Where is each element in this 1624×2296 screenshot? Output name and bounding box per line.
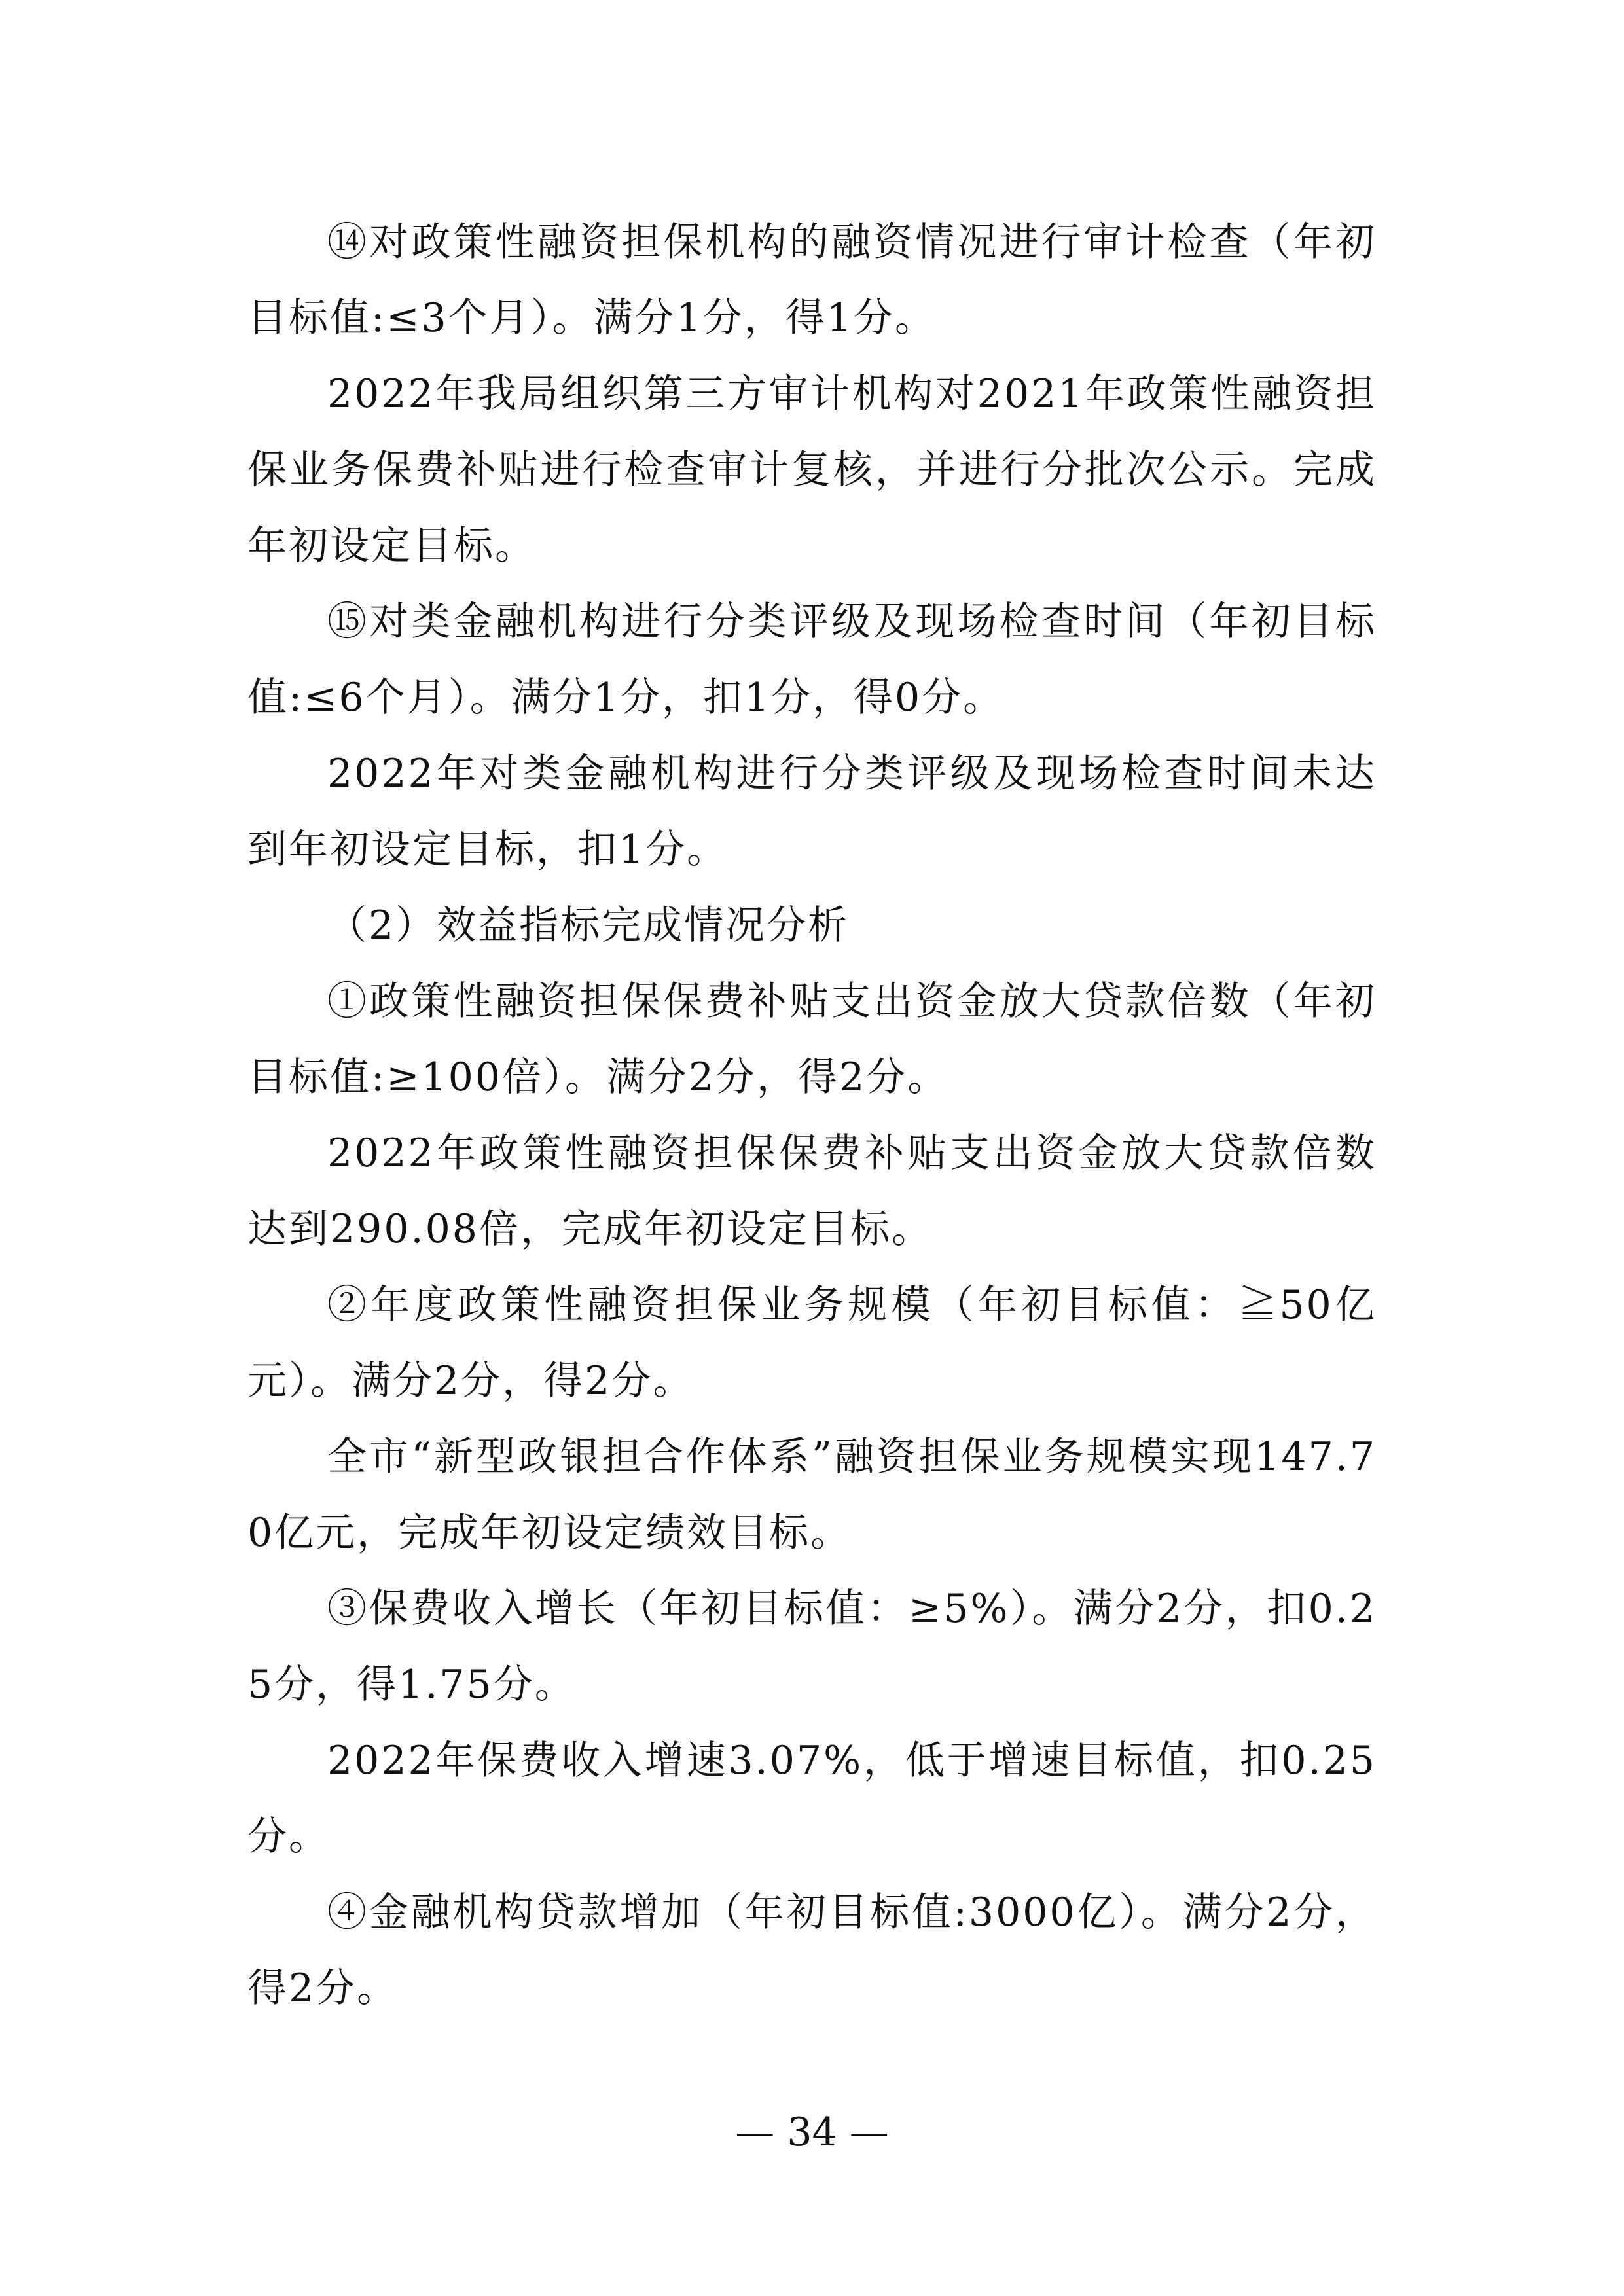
- paragraph-scale-result: 全市“新型政银担合作体系”融资担保业务规模实现147.70亿元，完成年初设定绩效目标。: [247, 1434, 1377, 1556]
- body-text: [247, 204, 1377, 2026]
- paragraph-premium-result: 2022年保费收入增速3.07%，低于增速目标值，扣0.25分。: [247, 1738, 1377, 1859]
- paragraph-item-14: ⑭对政策性融资担保机构的融资情况进行审计检查（年初目标值:≤3个月）。满分1分，得1分。: [247, 219, 1377, 341]
- section-heading-benefit-indicators: （2）效益指标完成情况分析: [327, 903, 850, 948]
- paragraph-item-4: ④金融机构贷款增加（年初目标值:3000亿）。满分2分，得2分。: [247, 1890, 1377, 2011]
- paragraph-item-1: ①政策性融资担保保费补贴支出资金放大贷款倍数（年初目标值:≥100倍）。满分2分，得2分。: [247, 978, 1377, 1100]
- paragraph-leverage-result: 2022年政策性融资担保保费补贴支出资金放大贷款倍数达到290.08倍，完成年初设定目标。: [247, 1130, 1377, 1252]
- paragraph-item-3: ③保费收入增长（年初目标值：≥5%）。满分2分，扣0.25分，得1.75分。: [247, 1586, 1377, 1708]
- page-number: — 34 —: [735, 2109, 889, 2155]
- paragraph-item-2: ②年度政策性融资担保业务规模（年初目标值：≧50亿元）。满分2分，得2分。: [247, 1282, 1377, 1404]
- paragraph-item-15: ⑮对类金融机构进行分类评级及现场检查时间（年初目标值:≤6个月）。满分1分，扣1分，得0分。: [247, 599, 1377, 721]
- paragraph-rating-result: 2022年对类金融机构进行分类评级及现场检查时间未达到年初设定目标，扣1分。: [247, 751, 1377, 872]
- paragraph-audit-result: 2022年我局组织第三方审计机构对2021年政策性融资担保业务保费补贴进行检查审计复核，并进行分批次公示。完成年初设定目标。: [247, 371, 1377, 569]
